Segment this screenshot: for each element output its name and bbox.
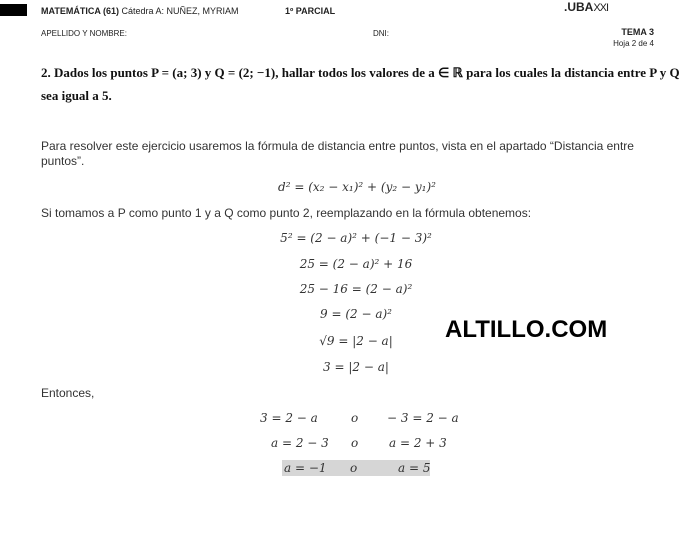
step-3: 25 − 16 = (2 − a)² [299, 282, 413, 296]
course-name: MATEMÁTICA (61) [41, 6, 119, 16]
catedra-name: Cátedra A: NUÑEZ, MYRIAM [119, 6, 239, 16]
case-2-or: o [351, 436, 359, 450]
then-label: Entonces, [41, 386, 95, 400]
step-1: 5² = (2 − a)² + (−1 − 3)² [280, 231, 432, 245]
dni-label: DNI: [373, 29, 389, 38]
tema-label: TEMA 3 [621, 27, 654, 37]
question-text: 2. Dados los puntos P = (a; 3) y Q = (2; −1), hallar todos los valores de a ∈ ℝ para los cuales la distancia entre P y Q sea igual a 5. [41, 65, 680, 103]
distance-formula: d² = (x₂ − x₁)² + (y₂ − y₁)² [278, 180, 436, 194]
name-label: APELLIDO Y NOMBRE: [41, 29, 127, 38]
substitution-text: Si tomamos a P como punto 1 y a Q como punto 2, reemplazando en la fórmula obtenemos: [41, 206, 532, 220]
course-header [41, 6, 239, 16]
case-2-right: a = 2 + 3 [389, 436, 447, 450]
uba-xxi-logo: .UBAXXI [564, 0, 609, 14]
step-4: 9 = (2 − a)² [320, 307, 392, 321]
case-2-left: a = 2 − 3 [271, 436, 329, 450]
exam-title: 1º PARCIAL [285, 6, 336, 16]
page-label: Hoja 2 de 4 [613, 39, 654, 48]
case-1-or: o [351, 411, 359, 425]
step-5: √9 = |2 − a| [319, 334, 393, 348]
case-1-right: − 3 = 2 − a [387, 411, 459, 425]
step-6: 3 = |2 − a| [323, 360, 389, 374]
case-3-left: a = −1 [284, 461, 327, 475]
solution-intro: Para resolver este ejercicio usaremos la fórmula de distancia entre puntos, vista en el apartado “Distancia entre puntos”. [41, 139, 634, 168]
case-3-or: o [350, 461, 358, 475]
case-1-left: 3 = 2 − a [260, 411, 318, 425]
step-2: 25 = (2 − a)² + 16 [299, 257, 413, 271]
case-3-right: a = 5 [398, 461, 431, 475]
watermark: ALTILLO.COM [445, 316, 608, 343]
header-black-bar [0, 4, 27, 16]
